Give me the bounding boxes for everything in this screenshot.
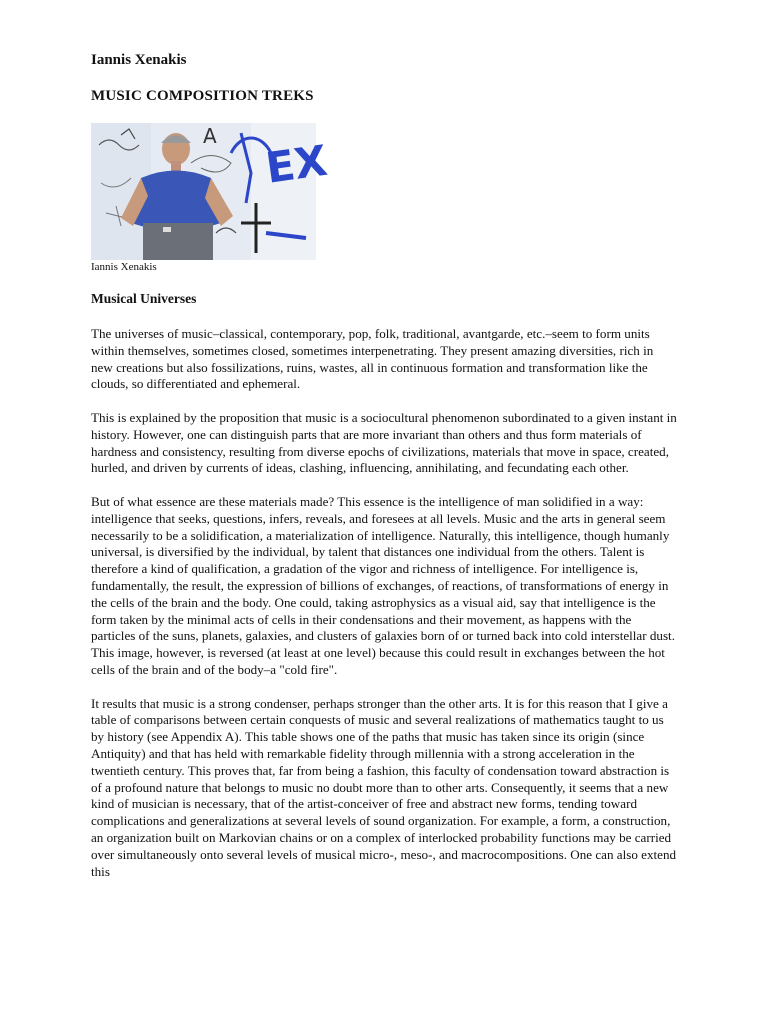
paragraph: This is explained by the proposition that music is a sociocultural phenomenon subordinated to a given instant in history. However, one can distinguish parts that are more invariant than others and thus form materials of hardness and consistency, resulting from diverse epochs of civilizations, materials that move in space, created, hurled, and driven by currents of ideas, clashing, influencing, annihilating, and fecundating each other.: [91, 409, 677, 476]
document-title: MUSIC COMPOSITION TREKS: [91, 88, 314, 104]
author-name: Iannis Xenakis: [91, 52, 187, 68]
svg-text:EX: EX: [262, 135, 331, 193]
paragraph: It results that music is a strong condenser, perhaps stronger than the other arts. It is for this reason that I give a table of comparisons between certain conquests of music and several realizations of mathematics taught to us by history (see Appendix A). This table shows one of the paths that music has taken since its origin (since Antiquity) and that has held with remarkable fidelity through millennia with a strong acceleration in the twentieth century. This proves that, far from being a fashion, this faculty of condensation toward abstraction is of a profound nature that belongs to music no doubt more than to other arts. Consequently, it seems that a new kind of musician is necessary, that of the artist-conceiver of free and abstract new forms, tending toward complications and generalizations at several levels of sound organization. For example, a form, a construction, an organization built on Markovian chains or on a complex of interlocked probability functions may be carried over simultaneously onto several levels of musical micro-, meso-, and macrocompositions. One can also extend this: [91, 695, 677, 879]
paragraph: But of what essence are these materials made? This essence is the intelligence of man solidified in a way: intelligence that seeks, questions, infers, reveals, and foresees at all levels. Music and the arts in general seem necessarily to be a solidification, a materialization of intelligence. Naturally, this intelligence, though humanly universal, is diversified by the individual, by talent that distances one individual from the others. Talent is therefore a kind of qualification, a gradation of the vigor and richness of intelligence. For intelligence is, fundamentally, the result, the expression of billions of exchanges, of reactions, of transformations of energy in the cells of the brain and the body. One could, taking astrophysics as a visual aid, say that intelligence is the form taken by the minimal acts of cells in their condensations and their movement, as happens with the particles of the suns, planets, galaxies, and clusters of galaxies born of or turned back into cold interstellar dust. This image, however, is reversed (at least at one level) because this could result in exchanges between the hot cells of the brain and of the body–a "cold fire".: [91, 493, 675, 677]
body-text: [91, 326, 677, 897]
svg-text:A: A: [203, 124, 217, 148]
section-heading: Musical Universes: [91, 291, 197, 306]
portrait-photo: [91, 123, 331, 260]
paragraph: The universes of music–classical, contemporary, pop, folk, traditional, avantgarde, etc.–seem to form units within themselves, sometimes closed, sometimes interpenetrating. They present amazing diversities, rich in new creations but also fossilizations, ruins, wastes, all in continuous formation and transformation like the clouds, so differentiated and ephemeral.: [91, 326, 654, 392]
photo-caption: Iannis Xenakis: [91, 261, 157, 273]
